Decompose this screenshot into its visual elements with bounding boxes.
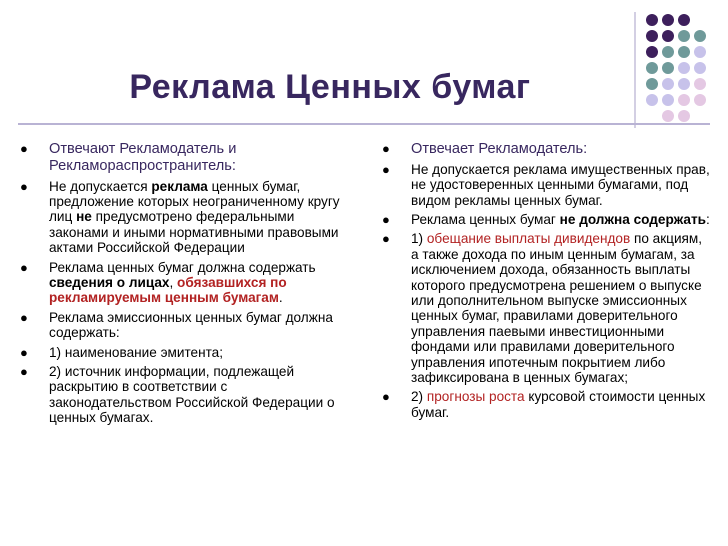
decorative-dot — [678, 94, 690, 106]
list-item: ● Отвечает Рекламодатель: — [382, 141, 588, 157]
decorative-dot — [662, 62, 674, 74]
list-item: ● 2) источник информации, подлежащей раскрытию в соответствии с законодательством Российской Федерации о ценных бумагах. — [20, 364, 335, 426]
decorative-dot — [646, 30, 658, 42]
title-underline — [18, 123, 710, 125]
list-item: ● Не допускается реклама ценных бумаг, предложение которых неограниченному кругу лиц не предусмотрено федеральными законами и иными нормативными правовыми актами Российской Федерации — [20, 178, 340, 256]
decorative-dot — [678, 78, 690, 90]
decorative-dot — [646, 14, 658, 26]
list-item: ● 2) прогнозы роста курсовой стоимости ценных бумаг. — [382, 389, 706, 420]
list-item: ● 1) обещание выплаты дивидендов по акциям, а также дохода по иным ценным бумагам, за исключением дохода, обязанность выплаты которого предусмотрена решением о выпуске или дополнительном выпуске эмиссионных ценных бумаг, правилами доверительного управления паевыми инвестиционными фондами или правилами доверительного управления ипотечным покрытием либо зафиксирована в ценных бумагах; — [382, 231, 703, 386]
decorative-dot — [662, 46, 674, 58]
bullet-icon: ● — [382, 389, 390, 405]
left-bullet-list — [20, 141, 350, 430]
bullet-icon: ● — [382, 141, 390, 156]
decorative-dot — [694, 94, 706, 106]
list-item: ● 1) наименование эмитента; — [20, 344, 223, 360]
decorative-dot — [662, 30, 674, 42]
decorative-dot — [662, 110, 674, 122]
bullet-icon: ● — [382, 212, 390, 228]
list-item: ● Реклама эмиссионных ценных бумаг должна содержать: — [20, 309, 333, 341]
decorative-dot — [678, 14, 690, 26]
decorative-dot — [678, 30, 690, 42]
slide-title: Реклама Ценных бумаг — [129, 68, 531, 106]
decorative-dot — [694, 78, 706, 90]
decorative-dot — [662, 78, 674, 90]
decorative-dot — [662, 14, 674, 26]
decorative-dot — [678, 62, 690, 74]
right-bullet-list — [382, 141, 712, 424]
bullet-icon: ● — [20, 344, 28, 360]
bullet-icon: ● — [382, 231, 390, 247]
list-item: ● Не допускается реклама имущественных прав, не удостоверенных ценными бумагами, под видом рекламы ценных бумаг. — [382, 161, 710, 208]
decorative-dot — [694, 30, 706, 42]
decorative-dot — [678, 110, 690, 122]
list-item: ● Отвечают Рекламодатель и Рекламораспространитель: — [20, 141, 237, 174]
list-item: ● Реклама ценных бумаг не должна содержать: — [382, 212, 710, 228]
bullet-icon: ● — [20, 364, 28, 380]
decorative-dot — [678, 46, 690, 58]
bullet-icon: ● — [20, 178, 28, 194]
bullet-icon: ● — [20, 141, 28, 156]
decorative-dot — [646, 46, 658, 58]
bullet-icon: ● — [20, 309, 28, 325]
bullet-icon: ● — [20, 259, 28, 275]
list-item: ● Реклама ценных бумаг должна содержать сведения о лицах, обязавшихся по рекламируемым ценным бумагам. — [20, 259, 316, 306]
bullet-icon: ● — [382, 161, 390, 177]
decorative-dot — [662, 94, 674, 106]
decorative-dot — [694, 62, 706, 74]
decorative-dot-grid — [0, 0, 728, 130]
decorative-dot — [694, 46, 706, 58]
